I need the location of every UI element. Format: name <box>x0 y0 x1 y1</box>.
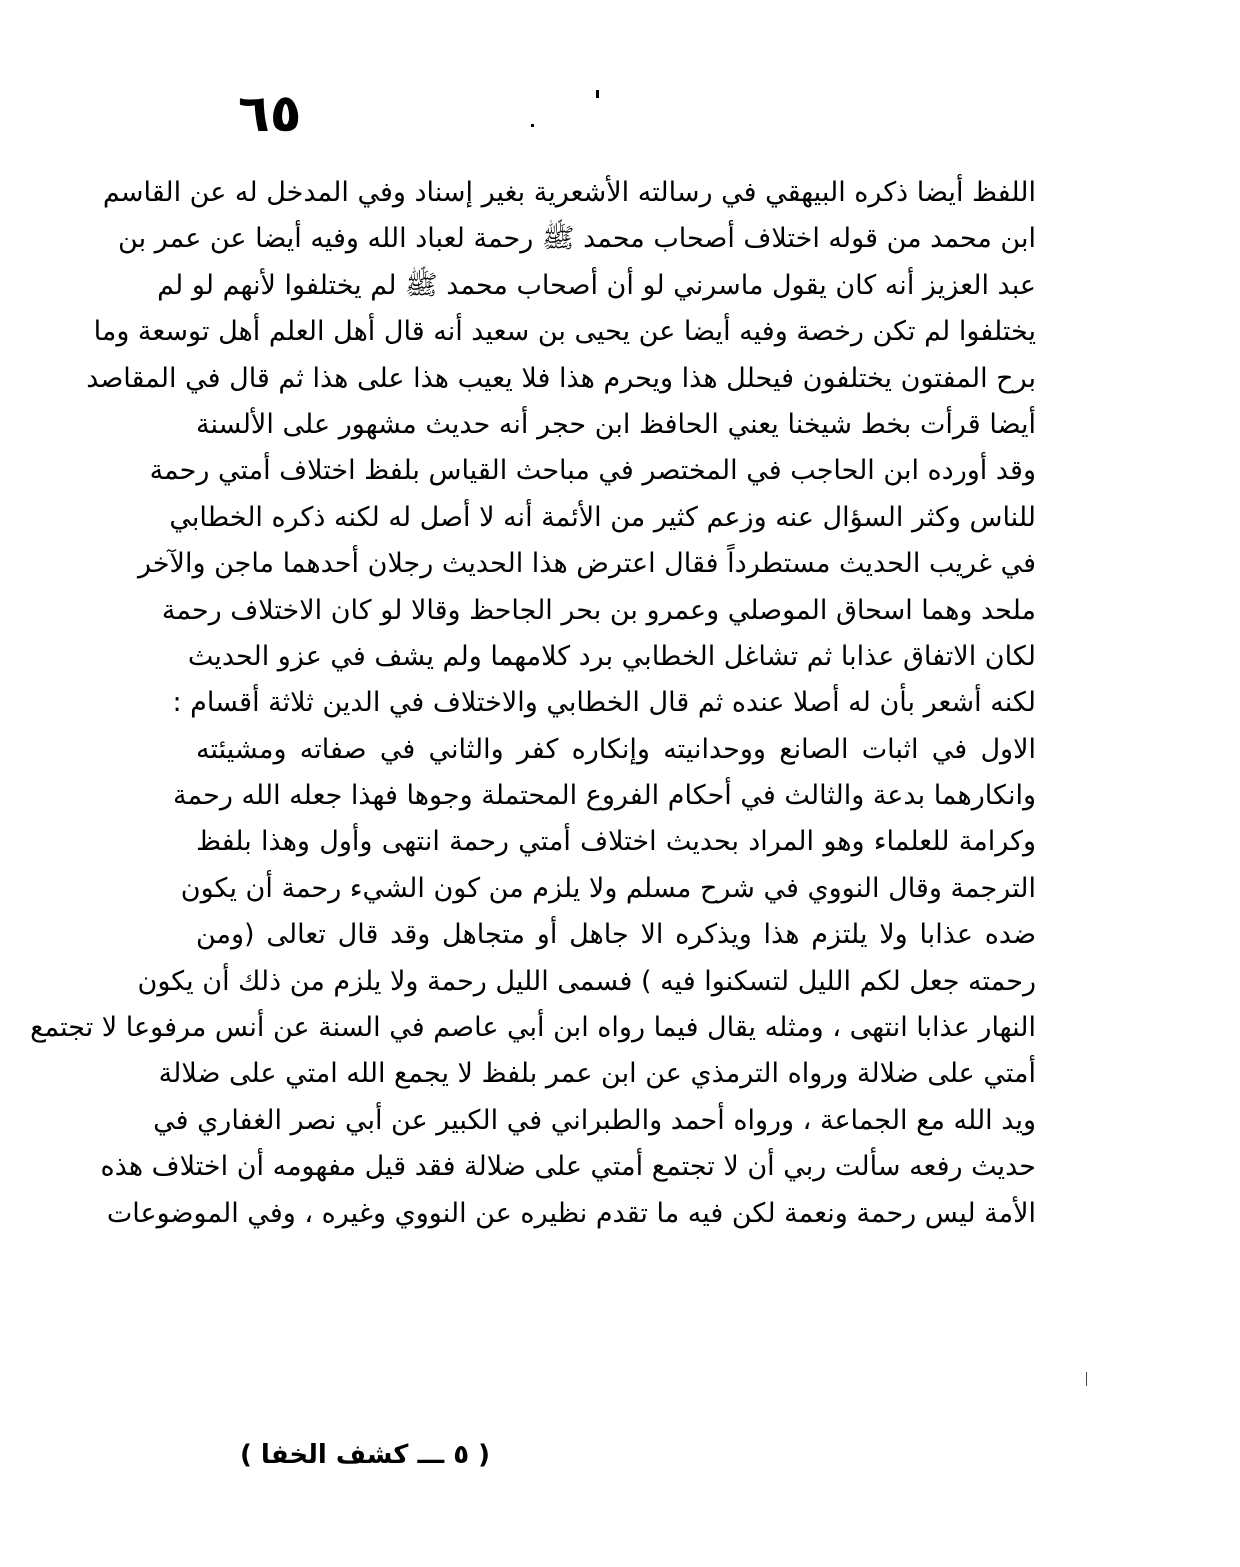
scan-dot <box>531 124 534 127</box>
text-line: برح المفتون يختلفون فيحلل هذا ويحرم هذا فلا يعيب هذا على هذا ثم قال في المقاصد <box>86 362 1036 394</box>
text-line: رحمته جعل لكم الليل لتسكنوا فيه ) فسمى الليل رحمة ولا يلزم من ذلك أن يكون <box>137 965 1036 997</box>
text-line: الترجمة وقال النووي في شرح مسلم ولا يلزم من كون الشيء رحمة أن يكون <box>180 872 1036 904</box>
text-line: وكرامة للعلماء وهو المراد بحديث اختلاف أمتي رحمة انتهى وأول وهذا بلفظ <box>196 826 1036 858</box>
text-line: الأمة ليس رحمة ونعمة لكن فيه ما تقدم نظيره عن النووي وغيره ، وفي الموضوعات <box>106 1197 1036 1229</box>
text-line: يختلفوا لم تكن رخصة وفيه أيضا عن يحيى بن سعيد أنه قال أهل العلم أهل توسعة وما <box>93 316 1036 348</box>
text-line: أمتي على ضلالة ورواه الترمذي عن ابن عمر بلفظ لا يجمع الله امتي على ضلالة <box>158 1058 1036 1090</box>
text-line: عبد العزيز أنه كان يقول ماسرني لو أن أصحاب محمد ﷺ لم يختلفوا لأنهم لو لم <box>157 269 1036 301</box>
text-line: ملحد وهما اسحاق الموصلي وعمرو بن بحر الجاحظ وقالا لو كان الاختلاف رحمة <box>161 594 1036 626</box>
text-line: وانكارهما بدعة والثالث في أحكام الفروع المحتملة وجوها فهذا جعله الله رحمة <box>173 780 1036 812</box>
text-line: ابن محمد من قوله اختلاف أصحاب محمد ﷺ رحمة لعباد الله وفيه أيضا عن عمر بن <box>118 223 1036 255</box>
text-line: أيضا قرأت بخط شيخنا يعني الحافظ ابن حجر أنه حديث مشهور على الألسنة <box>196 408 1036 440</box>
text-body <box>30 170 1036 1237</box>
text-line: لكان الاتفاق عذابا ثم تشاغل الخطابي برد كلامهما ولم يشف في عزو الحديث <box>187 640 1036 672</box>
scan-mark <box>596 90 599 98</box>
text-line: لكنه أشعر بأن له أصلا عنده ثم قال الخطابي والاختلاف في الدين ثلاثة أقسام : <box>172 687 1036 719</box>
text-line: النهار عذابا انتهى ، ومثله يقال فيما رواه ابن أبي عاصم في السنة عن أنس مرفوعا لا تجتمع <box>30 1012 1036 1044</box>
page-number: ٦٥ <box>238 84 302 144</box>
text-line: ضده عذابا ولا يلتزم هذا ويذكره الا جاهل أو متجاهل وقد قال تعالى (ومن <box>196 919 1036 951</box>
text-line: ويد الله مع الجماعة ، ورواه أحمد والطبراني في الكبير عن أبي نصر الغفاري في <box>153 1104 1036 1136</box>
text-line: حديث رفعه سألت ربي أن لا تجتمع أمتي على ضلالة فقد قيل مفهومه أن اختلاف هذه <box>100 1151 1036 1183</box>
text-line: للناس وكثر السؤال عنه وزعم كثير من الأئمة أنه لا أصل له لكنه ذكره الخطابي <box>169 501 1036 533</box>
footer-signature: ( ٥ ـــ كشف الخفا ) <box>240 1440 490 1470</box>
text-line: اللفظ أيضا ذكره البيهقي في رسالته الأشعرية بغير إسناد وفي المدخل له عن القاسم <box>102 177 1036 208</box>
margin-tick <box>1086 1372 1087 1386</box>
text-line: في غريب الحديث مستطرداً فقال اعترض هذا الحديث رجلان أحدهما ماجن والآخر <box>137 548 1036 580</box>
text-line: الاول في اثبات الصانع ووحدانيته وإنكاره كفر والثاني في صفاته ومشيئته <box>196 733 1036 765</box>
text-line: وقد أورده ابن الحاجب في المختصر في مباحث القياس بلفظ اختلاف أمتي رحمة <box>149 455 1036 487</box>
